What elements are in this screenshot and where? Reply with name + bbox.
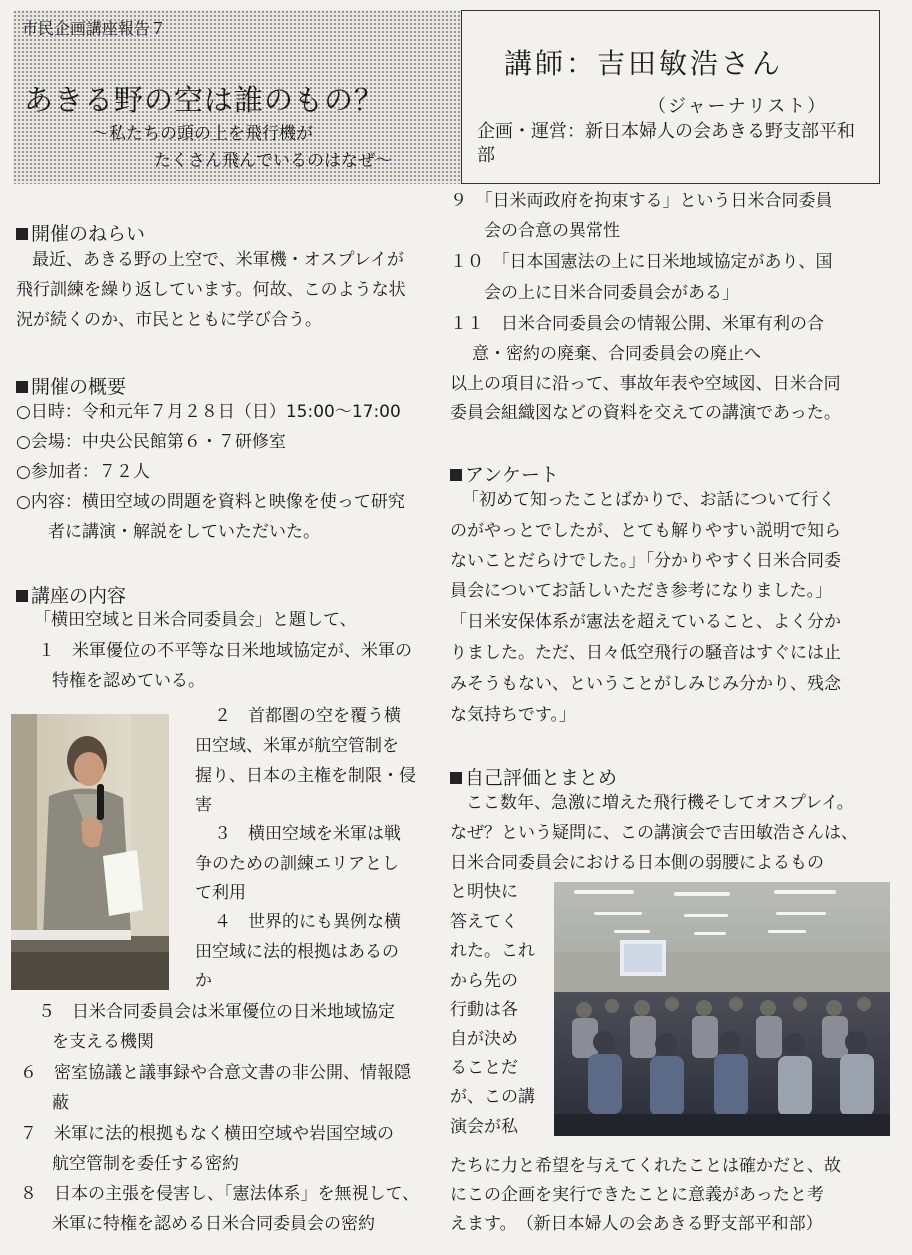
lecture-item-1-line-1: １ 米軍優位の不平等な日米地域協定が、米軍の [38,641,412,661]
evaluation-narrow-7: ることだ [450,1058,518,1078]
evaluation-line-3: 日米合同委員会における日本側の弱腰によるもの [450,853,824,873]
lecture-summary-2: 委員会組織図などの資料を交えての講演であった。 [450,403,841,423]
evaluation-narrow-2: 答えてく [450,912,518,932]
lecture-item-10-line-2: 会の上に日米合同委員会がある」 [484,283,739,303]
overview-content-1: ○内容：横田空域の問題を資料と映像を使って研究 [16,492,405,512]
square-bullet-icon [16,381,28,393]
organizer: 企画・運営：新日本婦人の会あきる野支部平和部 [477,121,855,166]
lecture-intro: 「横田空域と日米合同委員会」と題して、 [34,610,357,630]
lecture-item-3-line-3: て利用 [195,883,246,903]
aim-line-3: 況が続くのか、市民とともに学び合う。 [16,310,322,330]
lecture-item-7-line-1: ７ 米軍に法的根拠もなく横田空域や岩国空域の [20,1124,394,1144]
evaluation-line-4: たちに力と希望を与えてくれたことは確かだと、故 [450,1156,841,1176]
lecture-item-5-line-1: ５ 日米合同委員会は米軍優位の日米地域協定 [38,1002,395,1022]
survey-line-3: ないことだらけでした。」「分かりやすく日米合同委 [450,551,841,571]
lecture-item-6-line-2: 蔽 [52,1093,69,1113]
evaluation-narrow-8: が、この講 [450,1087,535,1107]
lecture-item-1-line-2: 特権を認めている。 [52,671,205,691]
lecture-item-9-line-1: ９ 「日米両政府を拘束する」という日米合同委員 [450,191,833,211]
evaluation-narrow-3: れた。これ [450,941,535,961]
lecture-item-5-line-2: を支える機関 [52,1032,154,1052]
lecture-item-3-line-2: 争のための訓練エリアとし [195,854,399,874]
survey-heading: アンケート [450,460,559,487]
survey-line-6: りました。ただ、日々低空飛行の騒音はすぐには止 [450,643,841,663]
evaluation-narrow-6: 自が決め [450,1029,518,1049]
evaluation-line-6: えます。 （新日本婦人の会あきる野支部平和部） [450,1214,823,1234]
subtitle-line-2: たくさん飛んでいるのはなぜ～ [154,151,392,171]
evaluation-narrow-9: 演会が私 [450,1117,518,1137]
overview-heading: 開催の概要 [16,372,126,399]
subtitle-line-1: ～私たちの頭の上を飛行機が [92,124,313,144]
lecture-item-3-line-1: ３ 横田空域を米軍は戦 [214,824,401,844]
square-bullet-icon [450,469,462,481]
overview-venue: ○会場：中央公民館第６・７研修室 [16,432,286,452]
lecture-item-7-line-2: 航空管制を委任する密約 [52,1154,239,1174]
survey-line-1: 「初めて知ったことばかりで、お話について行く [462,490,836,510]
overview-attendees: ○参加者：７２人 [16,462,150,482]
lecturer-name: 講師：吉田敏浩さん [504,47,784,80]
lecturer-role: （ジャーナリスト） [648,96,828,117]
evaluation-heading: 自己評価とまとめ [450,763,617,790]
aim-line-2: 飛行訓練を繰り返しています。何故、このような状 [16,280,406,300]
overview-date: ○日時：令和元年７月２８日（日）15:00～17:00 [16,402,401,422]
audience-photo [554,882,890,1136]
evaluation-narrow-1: と明快に [450,882,518,902]
lecture-item-8-line-2: 米軍に特権を認める日米合同委員会の密約 [52,1214,375,1234]
survey-line-8: な気持ちです。」 [450,705,576,725]
evaluation-narrow-5: 行動は各 [450,1000,518,1020]
lecture-item-2-line-1: ２ 首都圏の空を覆う横 [214,706,401,726]
evaluation-narrow-4: から先の [450,971,518,991]
lecture-item-11-line-1: １１ 日米合同委員会の情報公開、米軍有利の合 [450,314,824,334]
square-bullet-icon [16,228,28,240]
evaluation-line-5: にこの企画を実行できたことに意義があったと考 [450,1185,824,1205]
lecture-item-4-line-3: か [195,971,212,991]
survey-line-4: 員会についてお話しいただき参考になりました。」 [450,581,833,601]
aim-line-1: 最近、あきる野の上空で、米軍機・オスプレイが [32,250,404,270]
lecture-item-2-line-3: 握り、日本の主権を制限・侵 [195,766,416,786]
evaluation-line-2: なぜ？という疑問に、この講演会で吉田敏浩さんは、 [450,823,858,843]
lecture-item-4-line-1: ４ 世界的にも異例な横 [214,912,401,932]
lecture-item-2-line-4: 害 [195,795,212,815]
survey-line-7: みそうもない、ということがしみじみ分かり、残念 [450,674,841,694]
lecture-item-11-line-2: 意・密約の廃棄、合同委員会の廃止へ [472,344,761,364]
lecture-item-9-line-2: 会の合意の異常性 [484,221,620,241]
overview-content-2: 者に講演・解説をしていただいた。 [48,522,320,542]
aim-heading: 開催のねらい [16,219,145,246]
lecture-item-4-line-2: 田空域に法的根拠はあるの [195,942,399,962]
evaluation-line-1: ここ数年、急激に増えた飛行機そしてオスプレイ。 [466,793,854,813]
square-bullet-icon [450,772,462,784]
lecture-heading: 講座の内容 [16,581,126,608]
survey-line-5: 「日米安保体系が憲法を超えていること、よく分か [450,612,841,632]
square-bullet-icon [16,590,28,602]
speaker-photo [11,714,169,990]
page-title: あきる野の空は誰のもの？ [24,83,385,117]
lecture-item-8-line-1: ８ 日本の主張を侵害し、「憲法体系」を無視して、 [20,1184,420,1204]
lecture-item-10-line-1: １０ 「日本国憲法の上に日米地域協定があり、国 [450,252,833,272]
lecture-item-6-line-1: ６ 密室協議と議事録や合意文書の非公開、情報隠 [20,1063,411,1083]
survey-line-2: のがやっとでしたが、とても解りやすい説明で知ら [450,521,841,541]
lecture-summary-1: 以上の項目に沿って、事故年表や空域図、日米合同 [450,374,841,394]
series-label: 市民企画講座報告７ [22,19,167,38]
lecture-item-2-line-2: 田空域、米軍が航空管制を [195,736,399,756]
